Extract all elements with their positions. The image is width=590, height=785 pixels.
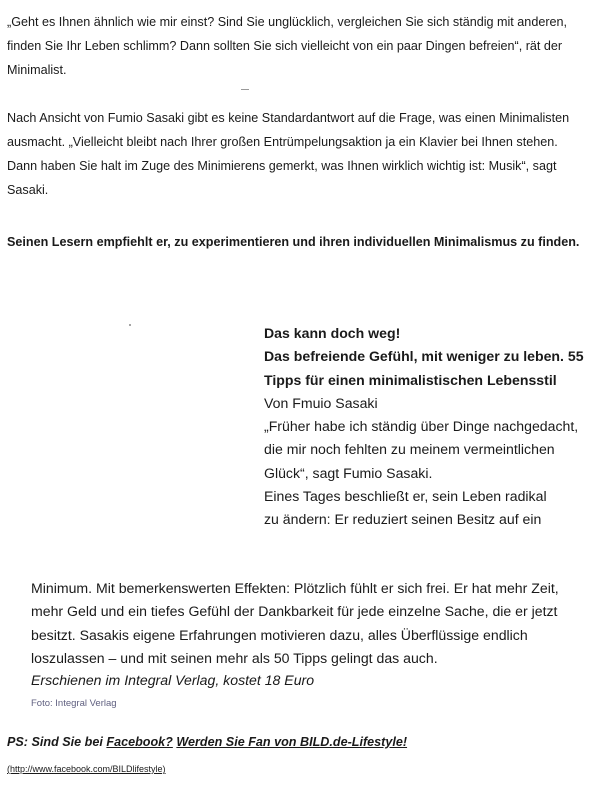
book-description-line: Eines Tages beschließt er, sein Leben radikal (264, 488, 547, 505)
article-paragraph-1: „Geht es Ihnen ähnlich wie mir einst? Sind Sie unglücklich, vergleichen Sie sich ständig mit anderen, finden Sie Ihr Leben schlimm? Dann sollten Sie sich vielleicht von ein paar Dingen befreien“, rät der Minimalist. (7, 15, 568, 77)
book-quote: „Früher habe ich ständig über Dinge nachgedacht, die mir noch fehlten zu meinem vermeintlichen Glück“, sagt Fumio Sasaki. (264, 418, 579, 481)
facebook-url-link[interactable]: (http://www.facebook.com/BILDlifestyle) (7, 764, 166, 774)
article-paragraph-3: Seinen Lesern empfiehlt er, zu experimentieren und ihren individuellen Minimalismus zu finden. (7, 235, 580, 249)
publisher-note: Erschienen im Integral Verlag, kostet 18 Euro (31, 672, 315, 688)
photo-credit: Foto: Integral Verlag (31, 698, 117, 709)
facebook-url-line (7, 764, 166, 774)
book-description-continued: Minimum. Mit bemerkenswerten Effekten: Plötzlich fühlt er sich frei. Er hat mehr Zeit, mehr Geld und ein tiefes Gefühl der Dankbarkeit für jede einzelne Sache, die er jetzt besitzt. Sasakis eigene Erfahrungen motivieren dazu, alles Überflüssige endlich loszulassen – und mit seinen mehr als 50 Tipps gelingt das auch. (31, 580, 559, 666)
article-paragraph-2: Nach Ansicht von Fumio Sasaki gibt es keine Standardantwort auf die Frage, was einen Minimalisten ausmacht. „Vielleicht bleibt nach Ihrer großen Entrümpelungsaktion ja ein Klavier bei Ihnen stehen. Dann haben Sie halt im Zuge des Minimierens gemerkt, was Ihnen wirklich wichtig ist: Musik“, sagt Sasaki. (7, 111, 570, 197)
fan-link[interactable]: Werden Sie Fan von BILD.de-Lifestyle! (176, 735, 408, 749)
book-title-line-2: Das befreiende Gefühl, mit weniger zu leben. 55 Tipps für einen minimalistischen Lebensstil (264, 348, 584, 388)
facebook-text: Facebook? (106, 735, 173, 749)
book-info-box (264, 322, 584, 532)
scan-speck (129, 324, 131, 326)
book-title-line-1: Das kann doch weg! (264, 325, 401, 341)
ps-line (7, 735, 407, 749)
scan-mark (241, 89, 249, 90)
book-description-line: zu ändern: Er reduziert seinen Besitz auf ein (264, 511, 542, 528)
book-author: Von Fmuio Sasaki (264, 394, 378, 411)
ps-prefix: PS: Sind Sie bei (7, 735, 107, 749)
